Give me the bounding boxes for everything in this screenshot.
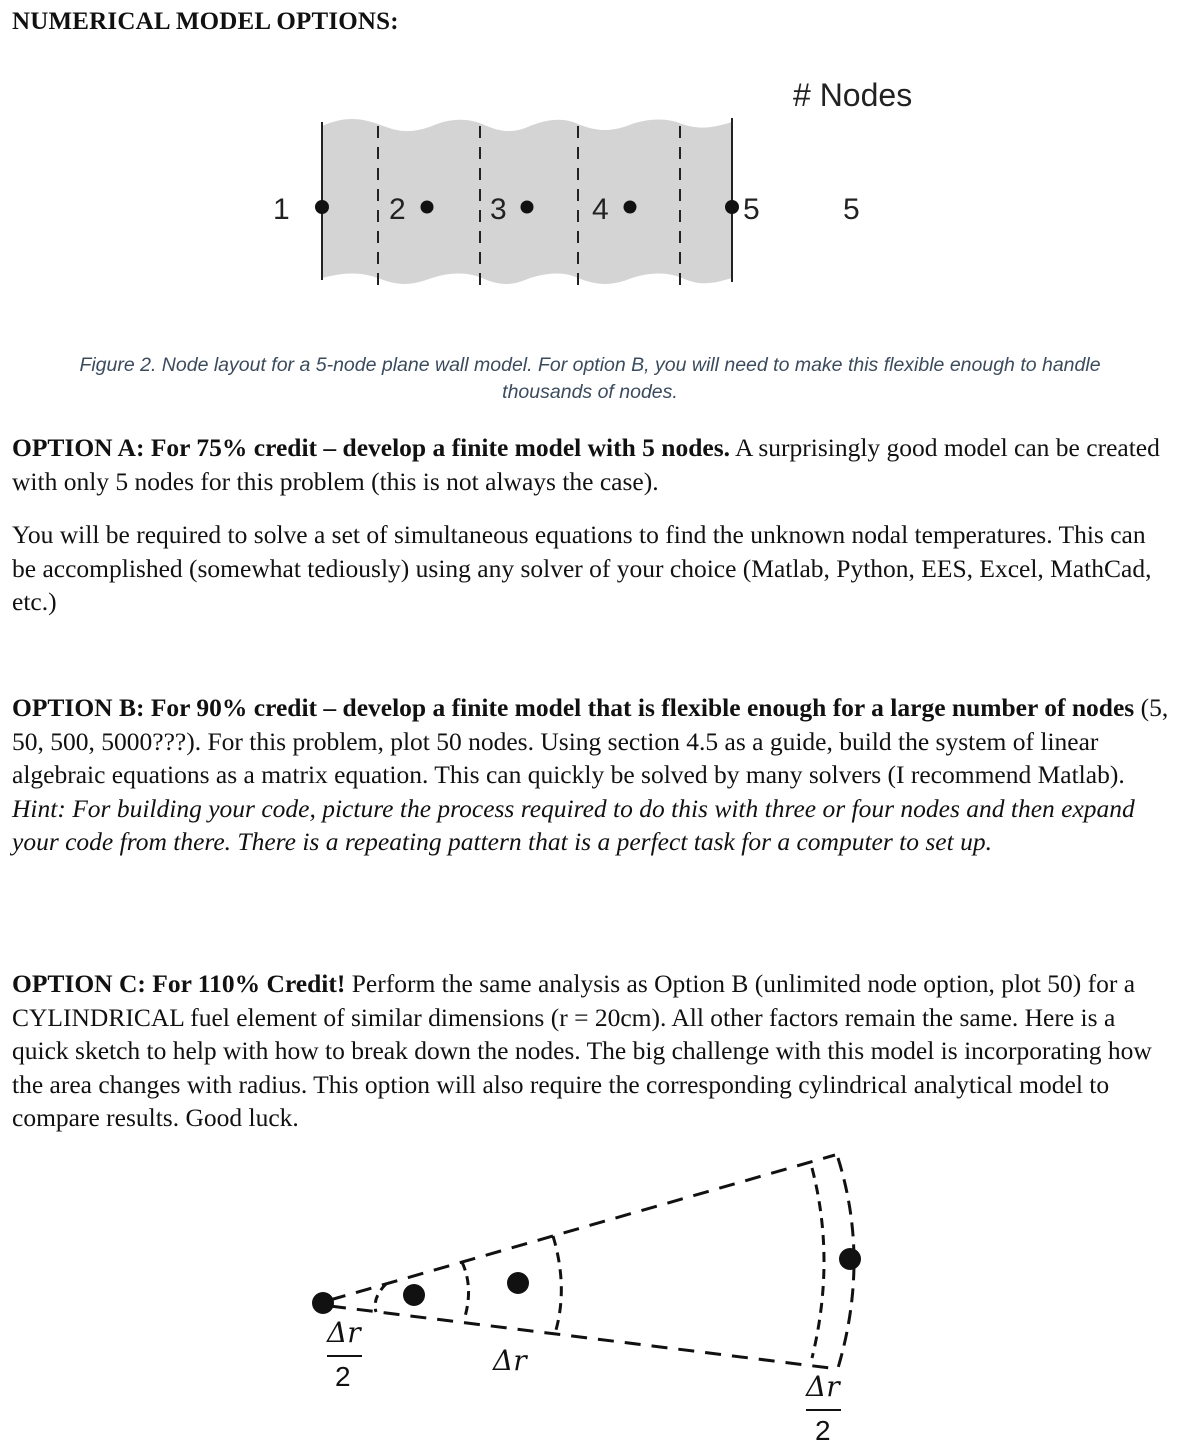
option-a-title: OPTION A: For 75% credit – develop a finite model with 5 nodes. <box>12 433 730 462</box>
node-1-dot <box>315 200 329 214</box>
option-a-text: A surprisingly good model can be created with only 5 nodes for this problem (this is not always the case). <box>12 433 1160 496</box>
node-2-label: 2 <box>389 193 406 226</box>
caption-line-2: thousands of nodes. <box>502 381 678 403</box>
node-1-label: 1 <box>273 193 290 226</box>
node-5-dot <box>725 200 739 214</box>
delta-r-half-right-numerator: Δr <box>806 1370 840 1403</box>
option-c-paragraph <box>12 967 1170 1135</box>
option-a-solver-paragraph: You will be required to solve a set of simultaneous equations to find the unknown nodal temperatures. This can be accomplished (somewhat tediously) using any solver of your choice (Matlab, Python, EES, Excel, MathCad, etc.) <box>12 520 1152 616</box>
node-4-label: 4 <box>592 193 609 226</box>
option-b-text: (5, 50, 500, 5000???). For this problem, plot 50 nodes. Using section 4.5 as a guide, build the system of linear algebraic equations as a matrix equation. This can quickly be solved by many solvers (I recommend Matlab). <box>12 693 1169 789</box>
node-5-label: 5 <box>743 193 760 226</box>
node-4-dot <box>624 201 637 214</box>
nodes-header: # Nodes <box>793 77 913 113</box>
caption-line-1: Figure 2. Node layout for a 5-node plane wall model. For option B, you will need to make this flexible enough to handle <box>79 354 1101 376</box>
cyl-node-outer <box>839 1248 861 1270</box>
option-c-title: OPTION C: For 110% Credit! <box>12 969 346 998</box>
node-3-label: 3 <box>490 193 507 226</box>
figure-caption <box>40 352 1140 406</box>
plane-wall-figure <box>0 60 1179 350</box>
cylindrical-sketch <box>0 1140 1179 1448</box>
section-heading: NUMERICAL MODEL OPTIONS: <box>12 8 399 35</box>
node-2-dot <box>421 201 434 214</box>
option-b-hint: Hint: For building your code, picture the process required to do this with three or four nodes and then expand your code from there. There is a repeating pattern that is a perfect task for a computer to set up. <box>12 793 1135 856</box>
delta-r-half-left-numerator: Δr <box>327 1316 361 1349</box>
delta-r-half-left-denominator: 2 <box>335 1361 351 1392</box>
cyl-node-center <box>312 1292 334 1314</box>
option-b-title: OPTION B: For 90% credit – develop a finite model that is flexible enough for a large number of nodes <box>12 693 1135 722</box>
delta-r-middle: Δr <box>493 1344 527 1377</box>
cyl-node-3 <box>507 1272 529 1294</box>
delta-r-half-right-denominator: 2 <box>815 1415 831 1446</box>
cyl-node-2 <box>403 1284 425 1306</box>
option-b-paragraph <box>12 691 1170 859</box>
nodes-count: 5 <box>843 193 860 226</box>
node-3-dot <box>521 201 534 214</box>
option-a-paragraph <box>12 431 1170 498</box>
option-c-text: Perform the same analysis as Option B (unlimited node option, plot 50) for a CYLINDRICAL fuel element of similar dimensions (r = 20cm). All other factors remain the same. Here is a quick sketch to help with how to break down the nodes. The big challenge with this model is incorporating how the area changes with radius. This option will also require the corresponding cylindrical analytical model to compare results. Good luck. <box>12 969 1152 1132</box>
